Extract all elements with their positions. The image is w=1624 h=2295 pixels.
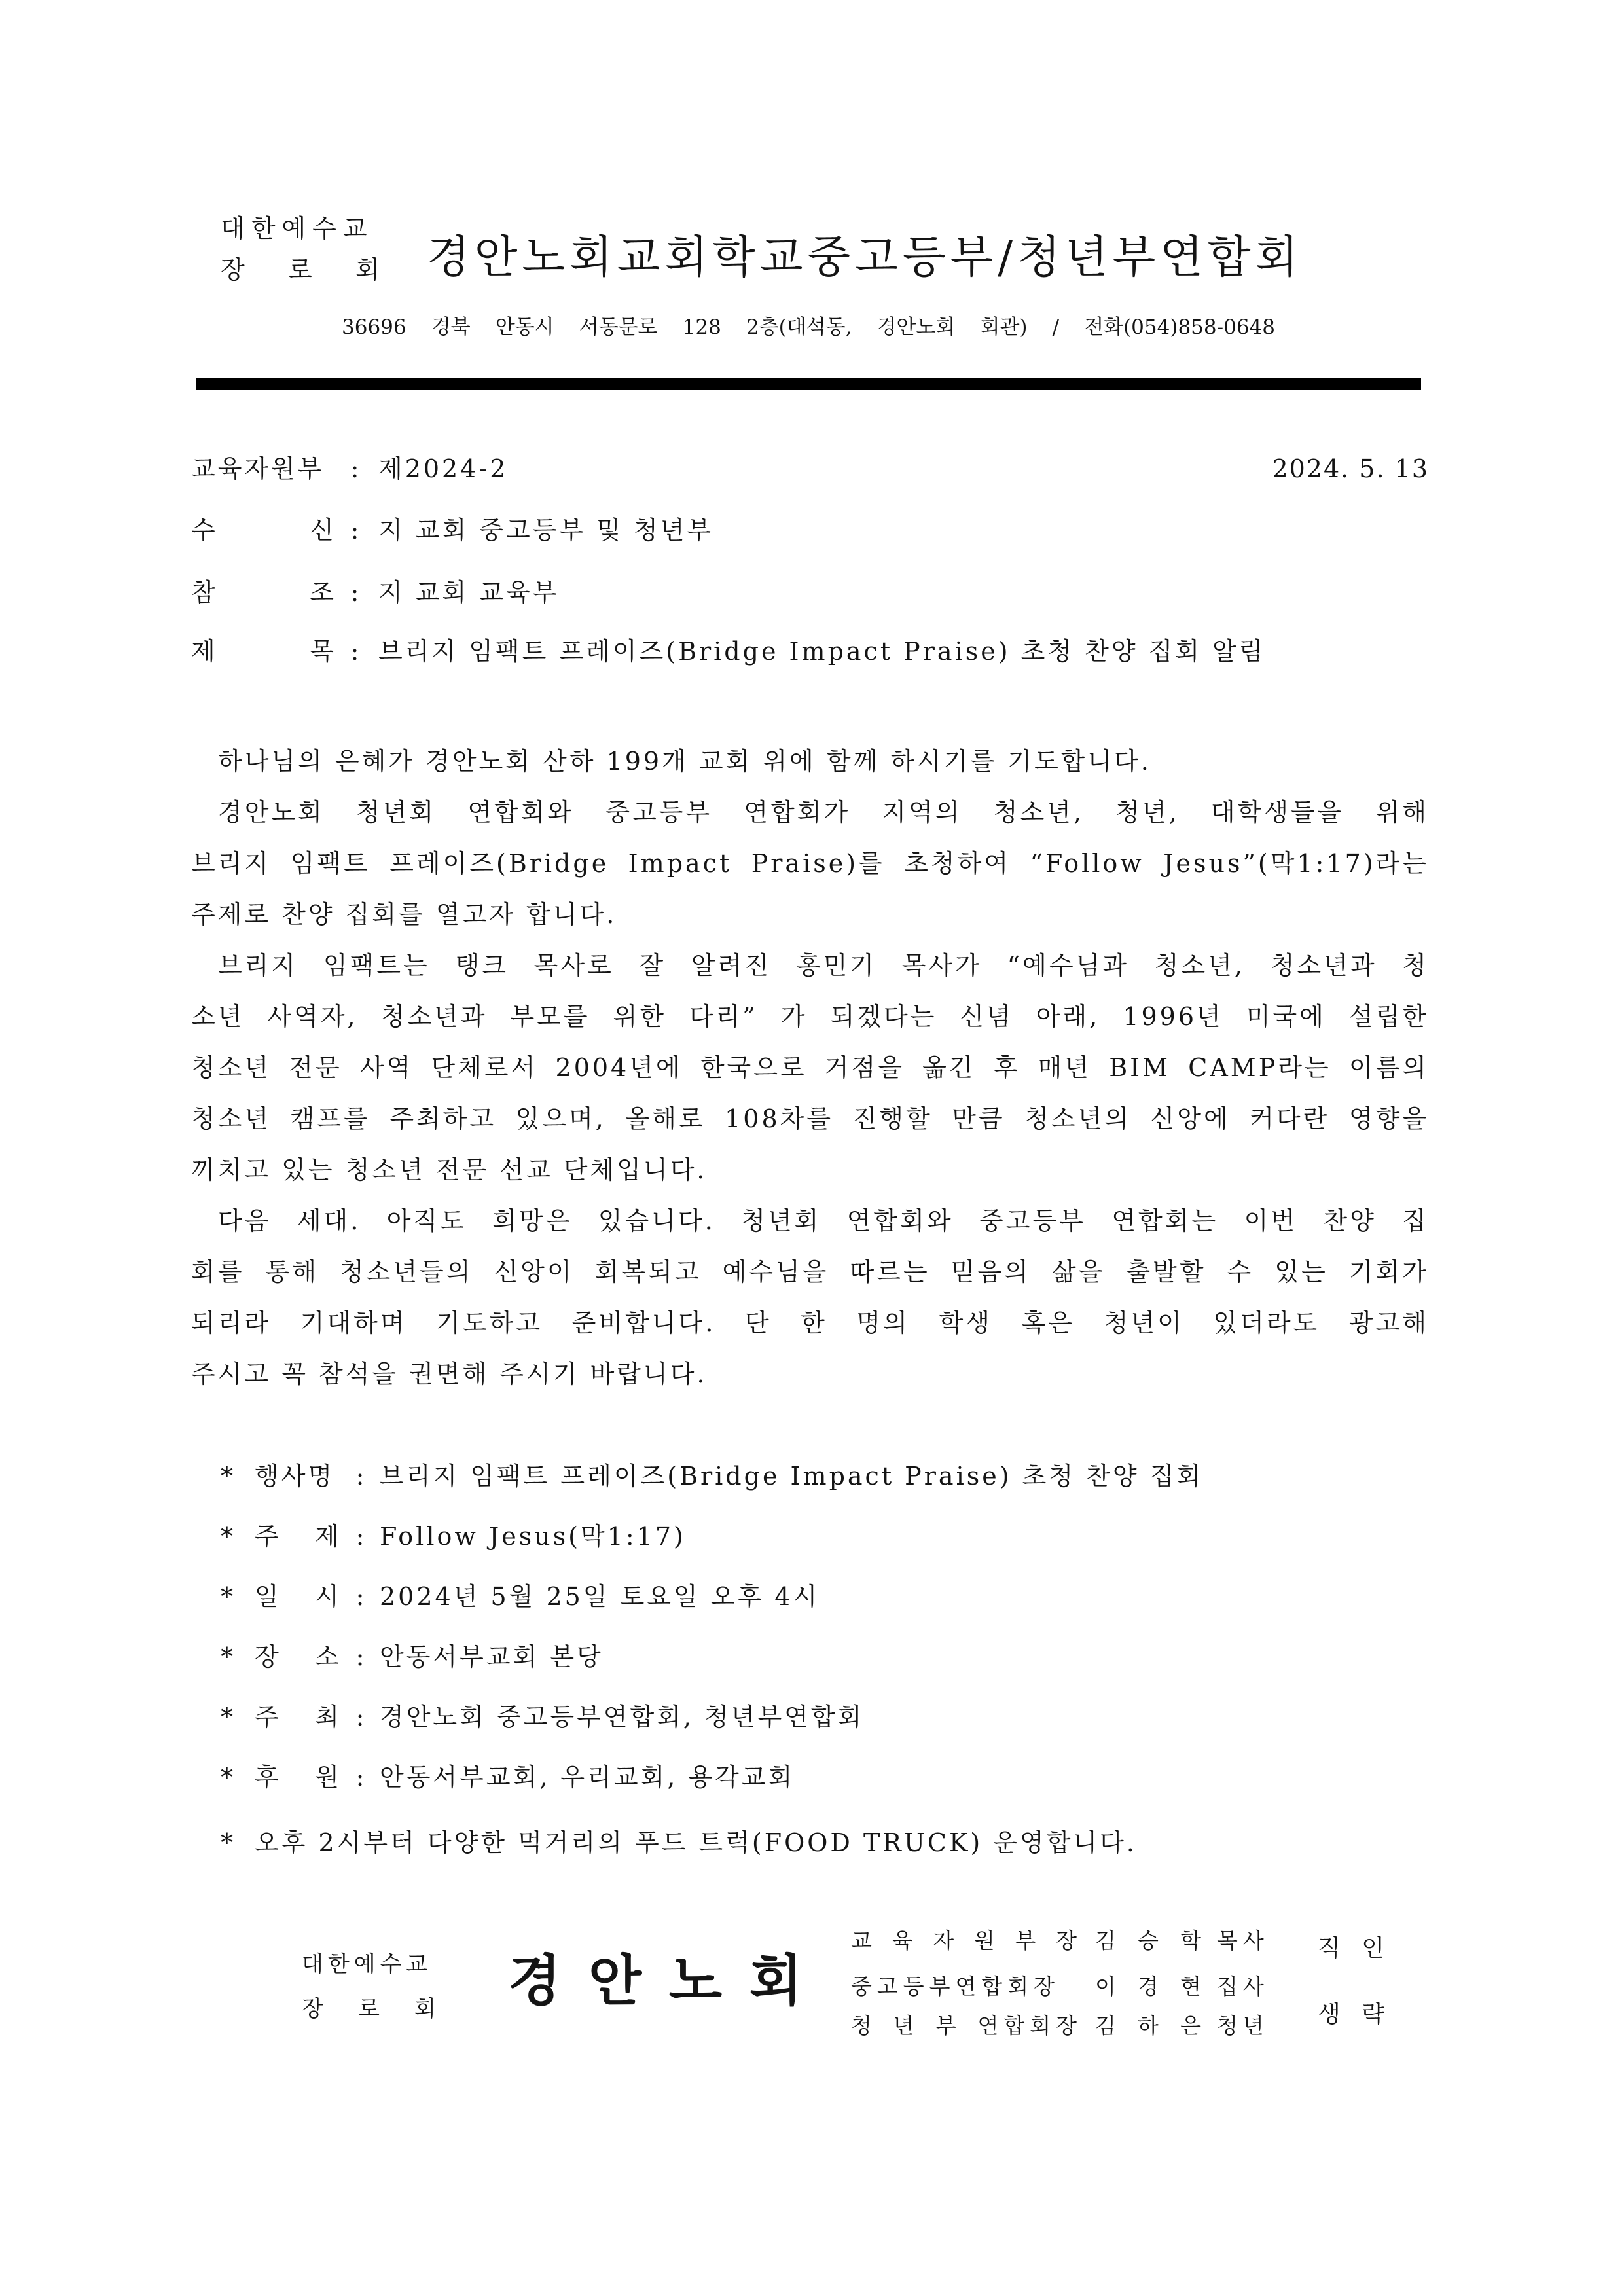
bullet-mark: *: [221, 1703, 233, 1731]
body-line: 회를 통해 청소년들의 신앙이 회복되고 예수님을 따르는 믿음의 삶을 출발할 수 있는 기회가: [191, 1257, 1429, 1286]
subject-row: [191, 635, 1429, 668]
body-paragraph: [191, 940, 1429, 1195]
officer-row: [851, 1967, 1283, 2006]
body-line: 주시고 꼭 참석을 권면해 주시기 바랍니다.: [191, 1360, 708, 1388]
detail-item-event-name: [221, 1446, 1429, 1506]
officer-title: 교 육 자 원 부 장: [851, 1928, 1082, 1953]
detail-value: 안동서부교회 본당: [380, 1642, 604, 1671]
food-truck-note: [221, 1813, 1429, 1873]
recipient-label: 수 신: [191, 516, 336, 545]
colon-separator: :: [350, 454, 359, 483]
officer-role: 목사: [1217, 1928, 1269, 1953]
detail-label: 주 제: [255, 1522, 342, 1551]
doc-number-label: 교육자원부: [191, 454, 325, 483]
colon-separator: :: [350, 637, 359, 666]
officer-row: [851, 1921, 1283, 1961]
note-text: 오후 2시부터 다양한 먹거리의 푸드 트럭(FOOD TRUCK) 운영합니다.: [255, 1828, 1137, 1857]
colon-separator: :: [355, 1763, 365, 1792]
body-line: 경안노회 청년회 연합회와 중고등부 연합회가 지역의 청소년, 청년, 대학생들을 위해: [218, 798, 1429, 827]
detail-label: 주 최: [255, 1703, 342, 1731]
body-line: 소년 사역자, 청소년과 부모를 위한 다리” 가 되겠다는 신념 아래, 1996년 미국에 설립한: [191, 1002, 1429, 1031]
detail-value: 경안노회 중고등부연합회, 청년부연합회: [380, 1703, 865, 1731]
colon-separator: :: [355, 1462, 365, 1491]
detail-label: 후 원: [255, 1763, 342, 1792]
bullet-mark: *: [221, 1462, 233, 1491]
officer-name: 이 경 현: [1095, 1974, 1204, 1999]
officer-role: 청년: [1217, 2013, 1269, 2038]
letterhead-denomination: [221, 208, 380, 291]
detail-value: 브리지 임팩트 프레이즈(Bridge Impact Praise) 초청 찬양 집회: [380, 1462, 1204, 1491]
reference-label: 참 조: [191, 578, 336, 607]
recipient-row: [191, 514, 1429, 547]
body-line: 브리지 임팩트는 탱크 목사로 잘 알려진 홍민기 목사가 “예수님과 청소년, 청소년과 청: [218, 951, 1429, 980]
sender-denomination-line-1: 대한예수교: [302, 1951, 433, 1978]
colon-separator: :: [350, 516, 359, 545]
subject-label: 제 목: [191, 637, 336, 666]
body-line: 되리라 기대하며 기도하고 준비합니다. 단 한 명의 학생 혹은 청년이 있더라도 광고해: [191, 1309, 1429, 1337]
bullet-mark: *: [221, 1828, 233, 1857]
officer-name: 김 승 학: [1095, 1928, 1204, 1953]
body-line: 다음 세대. 아직도 희망은 있습니다. 청년회 연합회와 중고등부 연합회는 이번 찬양 집: [218, 1206, 1429, 1235]
detail-item-datetime: [221, 1566, 1429, 1627]
denomination-line-2: 장 로 회: [221, 255, 380, 284]
body-paragraph: [191, 1195, 1429, 1400]
detail-value: Follow Jesus(막1:17): [380, 1522, 686, 1551]
issue-date: 2024. 5. 13: [1272, 454, 1429, 483]
bullet-mark: *: [221, 1582, 233, 1611]
officer-title: 청 년 부 연합회장: [851, 2013, 1082, 2038]
colon-separator: :: [350, 578, 359, 607]
reference-row: [191, 576, 1429, 609]
sender-denomination-line-2: 장 로 회: [302, 1996, 436, 2022]
doc-number-row: [191, 452, 1429, 485]
seal-note-line-1: 직 인: [1318, 1935, 1384, 1962]
colon-separator: :: [355, 1582, 365, 1611]
body-paragraph: [191, 736, 1429, 787]
detail-item-sponsor: [221, 1747, 1429, 1807]
body-line: 청소년 전문 사역 단체로서 2004년에 한국으로 거점을 옮긴 후 매년 BIM CAMP라는 이름의: [191, 1053, 1429, 1082]
presbytery-name: 경 안 노 회: [508, 1949, 803, 2013]
colon-separator: :: [355, 1522, 365, 1551]
officer-name: 김 하 은: [1095, 2013, 1204, 2038]
officer-list: [851, 1921, 1283, 2046]
detail-value: 2024년 5월 25일 토요일 오후 4시: [380, 1582, 820, 1611]
detail-label: 일 시: [255, 1582, 342, 1611]
seal-omitted-note: [1318, 1930, 1384, 2033]
body-line: 하나님의 은혜가 경안노회 산하 199개 교회 위에 함께 하시기를 기도합니다.: [218, 747, 1151, 776]
seal-note-line-2: 생 략: [1318, 2001, 1384, 2028]
body-line: 끼치고 있는 청소년 전문 선교 단체입니다.: [191, 1155, 708, 1184]
header-rule: [196, 378, 1421, 390]
event-details-list: [221, 1446, 1429, 1873]
bullet-mark: *: [221, 1522, 233, 1551]
sender-denomination: [302, 1942, 436, 2031]
detail-item-venue: [221, 1627, 1429, 1687]
detail-label: 장 소: [255, 1642, 342, 1671]
detail-label: 행사명: [255, 1462, 335, 1491]
detail-value: 안동서부교회, 우리교회, 용각교회: [380, 1763, 795, 1792]
body-line: 주제로 찬양 집회를 열고자 합니다.: [191, 900, 617, 929]
body-line: 청소년 캠프를 주최하고 있으며, 올해로 108차를 진행할 만큼 청소년의 신앙에 커다란 영향을: [191, 1104, 1429, 1133]
doc-number-value: 제2024-2: [378, 454, 509, 483]
body-line: 브리지 임팩트 프레이즈(Bridge Impact Praise)를 초청하여 “Follow Jesus”(막1:17)라는: [191, 849, 1429, 878]
officer-role: 집사: [1217, 1974, 1269, 1999]
reference-value: 지 교회 교육부: [378, 578, 560, 607]
letter-body: [191, 736, 1429, 1400]
colon-separator: :: [355, 1703, 365, 1731]
body-paragraph: [191, 787, 1429, 940]
detail-item-host: [221, 1687, 1429, 1747]
officer-row: [851, 2006, 1283, 2046]
bullet-mark: *: [221, 1763, 233, 1792]
subject-value: 브리지 임팩트 프레이즈(Bridge Impact Praise) 초청 찬양 집회 알림: [378, 637, 1266, 666]
officer-title: 중고등부연합회장: [851, 1974, 1060, 1999]
address-line: 36696 경북 안동시 서동문로 128 2층(대석동, 경안노회 회관) / 전화(054)858-0648: [342, 316, 1275, 339]
denomination-line-1: 대한예수교: [221, 214, 374, 243]
recipient-value: 지 교회 중고등부 및 청년부: [378, 516, 714, 545]
colon-separator: :: [355, 1642, 365, 1671]
organization-title: 경안노회교회학교중고등부/청년부연합회: [427, 232, 1303, 283]
bullet-mark: *: [221, 1642, 233, 1671]
detail-item-theme: [221, 1506, 1429, 1566]
